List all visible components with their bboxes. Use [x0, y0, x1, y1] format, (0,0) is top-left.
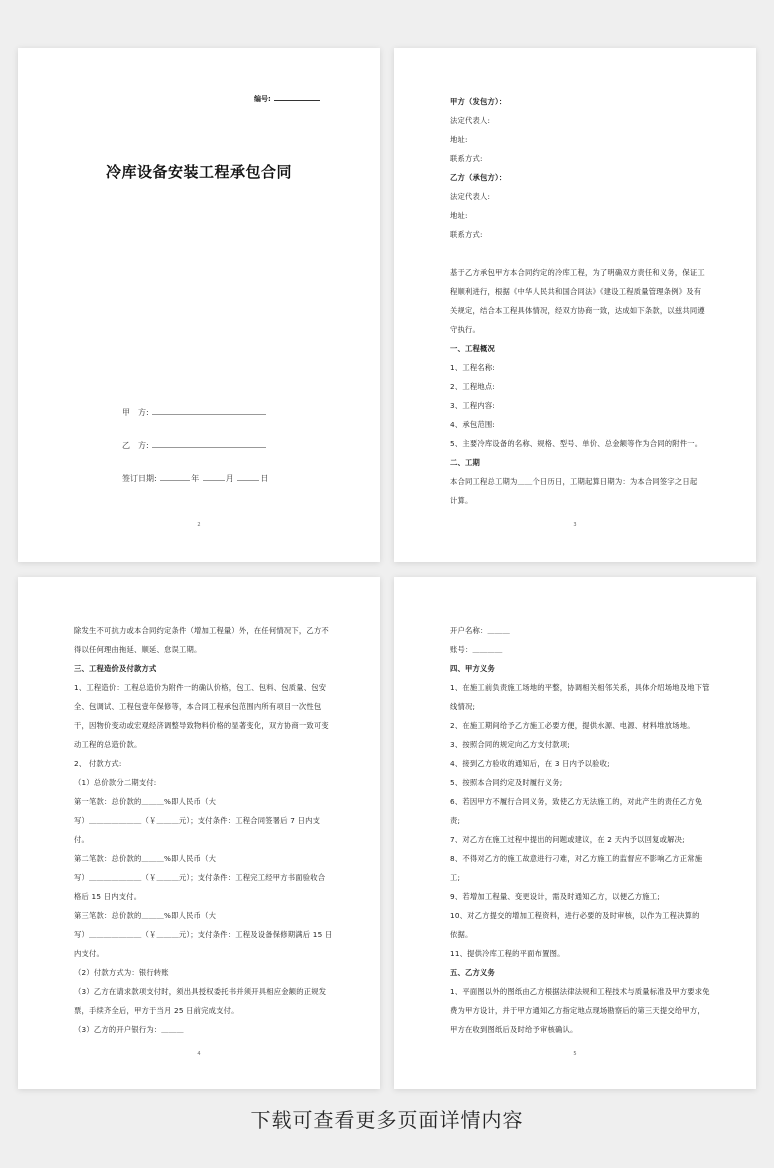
body-line: 第三笔款：总价款的＿＿＿%即人民币（大: [74, 911, 217, 920]
body-line: 线情况;: [450, 702, 476, 711]
body-line: 2、工程地点:: [450, 382, 495, 391]
body-line: 付。: [74, 835, 89, 844]
body-line: 干，因物价变动或宏观经济调整导致物料价格的显著变化，双方协商一致可变: [74, 721, 329, 730]
body-line: 写）＿＿＿＿＿＿＿（￥＿＿＿元）；支付条件：工程及设备保修期满后 15 日: [74, 930, 333, 939]
body-line: 2、在施工期间给予乙方施工必要方便，提供水源、电源、材料堆放场地。: [450, 721, 695, 730]
body-line: 1、平面图以外的图纸由乙方根据法律法规和工程技术与质量标准及甲方要求免: [450, 987, 710, 996]
party-a-row: [122, 406, 267, 418]
page-title: 冷库设备安装工程承包合同: [106, 163, 293, 181]
sign-date-label: 签订日期:: [122, 474, 157, 483]
body-line: 第一笔款：总价款的＿＿＿%即人民币（大: [74, 797, 217, 806]
page-4-body: [74, 621, 334, 1039]
body-line: 10、对乙方提交的增加工程资料，进行必要的及时审核，以作为工程决算的: [450, 911, 700, 920]
body-line: 工;: [450, 873, 461, 882]
body-line: 一、工程概况: [450, 344, 495, 353]
body-line: 地址:: [450, 211, 468, 220]
day-label: 日: [260, 474, 269, 483]
page-number: 3: [573, 522, 577, 528]
page-3: [394, 48, 756, 562]
page-5-body: [450, 621, 710, 1039]
body-line: 得以任何理由拖延、顺延、怠误工期。: [74, 645, 202, 654]
footer-text: 下载可查看更多页面详情内容: [250, 1108, 524, 1132]
contract-number-label: 编号:: [254, 95, 271, 103]
party-a-label: 甲 方:: [122, 408, 149, 417]
body-line: 联系方式:: [450, 154, 483, 163]
body-line: 除发生不可抗力或本合同约定条件（增加工程量）外，在任何情况下，乙方不: [74, 626, 329, 635]
page-number: 2: [197, 522, 201, 528]
party-b-label: 乙 方:: [122, 441, 149, 450]
page-cover: [18, 48, 380, 562]
party-b-blank: [152, 439, 266, 448]
body-line: 费为甲方设计，并于甲方通知乙方指定地点现场勘察后的第三天提交给甲方，: [450, 1006, 705, 1015]
year-blank: [160, 472, 190, 481]
page-number: 5: [573, 1051, 577, 1057]
body-line: 五、乙方义务: [450, 968, 495, 977]
body-line: 格后 15 日内支付。: [74, 892, 142, 901]
body-line: 四、甲方义务: [450, 664, 495, 673]
body-line: 3、按照合同的规定向乙方支付款项;: [450, 740, 570, 749]
body-line: 4、接到乙方验收的通知后，在 3 日内予以验收;: [450, 759, 610, 768]
body-line: 11、提供冷库工程的平面布置图。: [450, 949, 565, 958]
body-line: 4、承包范围:: [450, 420, 495, 429]
contract-number: [254, 92, 321, 104]
body-line: 账号：＿＿＿＿: [450, 645, 503, 654]
year-label: 年: [191, 474, 200, 483]
page-4: [18, 577, 380, 1089]
body-line: 责;: [450, 816, 461, 825]
body-line: 6、若因甲方不履行合同义务，致使乙方无法施工的，对此产生的责任乙方免: [450, 797, 703, 806]
month-blank: [203, 472, 225, 481]
party-a-blank: [152, 406, 266, 415]
body-line: 地址:: [450, 135, 468, 144]
body-line: 写）＿＿＿＿＿＿＿（￥＿＿＿元）；支付条件：工程合同签署后 7 日内支: [74, 816, 321, 825]
body-line: 关规定，结合本工程具体情况，经双方协商一致，达成如下条款，以兹共同遵: [450, 306, 705, 315]
body-line: [450, 244, 710, 263]
body-line: （3）乙方在请求款项支付时，须出具授权委托书并须开具相应金额的正规发: [74, 987, 327, 996]
contract-number-blank: [274, 92, 320, 101]
body-line: 程顺利进行，根据《中华人民共和国合同法》《建设工程质量管理条例》及有: [450, 287, 702, 296]
body-line: 法定代表人:: [450, 192, 491, 201]
body-line: 第二笔款：总价款的＿＿＿%即人民币（大: [74, 854, 217, 863]
body-line: 守执行。: [450, 325, 480, 334]
body-line: 2、 付款方式:: [74, 759, 122, 768]
body-line: 二、工期: [450, 458, 480, 467]
body-line: 3、工程内容:: [450, 401, 495, 410]
page-number: 4: [197, 1051, 201, 1057]
body-line: 计算。: [450, 496, 473, 505]
body-line: 基于乙方承包甲方本合同约定的冷库工程，为了明确双方责任和义务，保证工: [450, 268, 705, 277]
body-line: （3）乙方的开户银行为：＿＿＿: [74, 1025, 184, 1034]
body-line: 1、在施工前负责施工场地的平整，协调相关相邻关系，具体介绍场地及地下管: [450, 683, 710, 692]
month-label: 月: [225, 474, 234, 483]
page-3-body: [450, 92, 710, 510]
body-line: 全、包调试、工程包壹年保修等，本合同工程承包范围内所有项目一次性包: [74, 702, 322, 711]
body-line: 联系方式:: [450, 230, 483, 239]
body-line: 乙方（承包方）：: [450, 173, 507, 182]
body-line: 1、工程名称:: [450, 363, 495, 372]
body-line: 1、工程造价：工程总造价为附件一的确认价格，包工、包料、包质量、包安: [74, 683, 327, 692]
body-line: 7、对乙方在施工过程中提出的问题或建议，在 2 天内予以回复或解决;: [450, 835, 685, 844]
page-5: [394, 577, 756, 1089]
body-line: （2）付款方式为：银行转账: [74, 968, 169, 977]
body-line: 写）＿＿＿＿＿＿＿（￥＿＿＿元）；支付条件：工程完工经甲方书面验收合: [74, 873, 326, 882]
day-blank: [237, 472, 259, 481]
body-line: 甲方（发包方）：: [450, 97, 507, 106]
body-line: 5、主要冷库设备的名称、规格、型号、单价、总金额等作为合同的附件一。: [450, 439, 703, 448]
body-line: 票，手续齐全后，甲方于当月 25 日前完成支付。: [74, 1006, 239, 1015]
body-line: 5、按照本合同约定及时履行义务;: [450, 778, 563, 787]
body-line: 内支付。: [74, 949, 104, 958]
body-line: 依据。: [450, 930, 473, 939]
body-line: 本合同工程总工期为＿＿个日历日，工期起算日期为：为本合同签字之日起: [450, 477, 698, 486]
body-line: 8、不得对乙方的施工故意进行刁难，对乙方施工的监督应不影响乙方正常施: [450, 854, 703, 863]
body-line: （1）总价款分二期支付:: [74, 778, 157, 787]
body-line: 开户名称：＿＿＿: [450, 626, 510, 635]
body-line: 甲方在收到图纸后及时给予审核确认。: [450, 1025, 578, 1034]
body-line: 9、若增加工程量、变更设计，需及时通知乙方，以便乙方施工;: [450, 892, 660, 901]
sign-date-row: [122, 472, 268, 484]
party-b-row: [122, 439, 267, 451]
body-line: 法定代表人:: [450, 116, 491, 125]
body-line: 动工程的总造价款。: [74, 740, 142, 749]
body-line: 三、工程造价及付款方式: [74, 664, 157, 673]
